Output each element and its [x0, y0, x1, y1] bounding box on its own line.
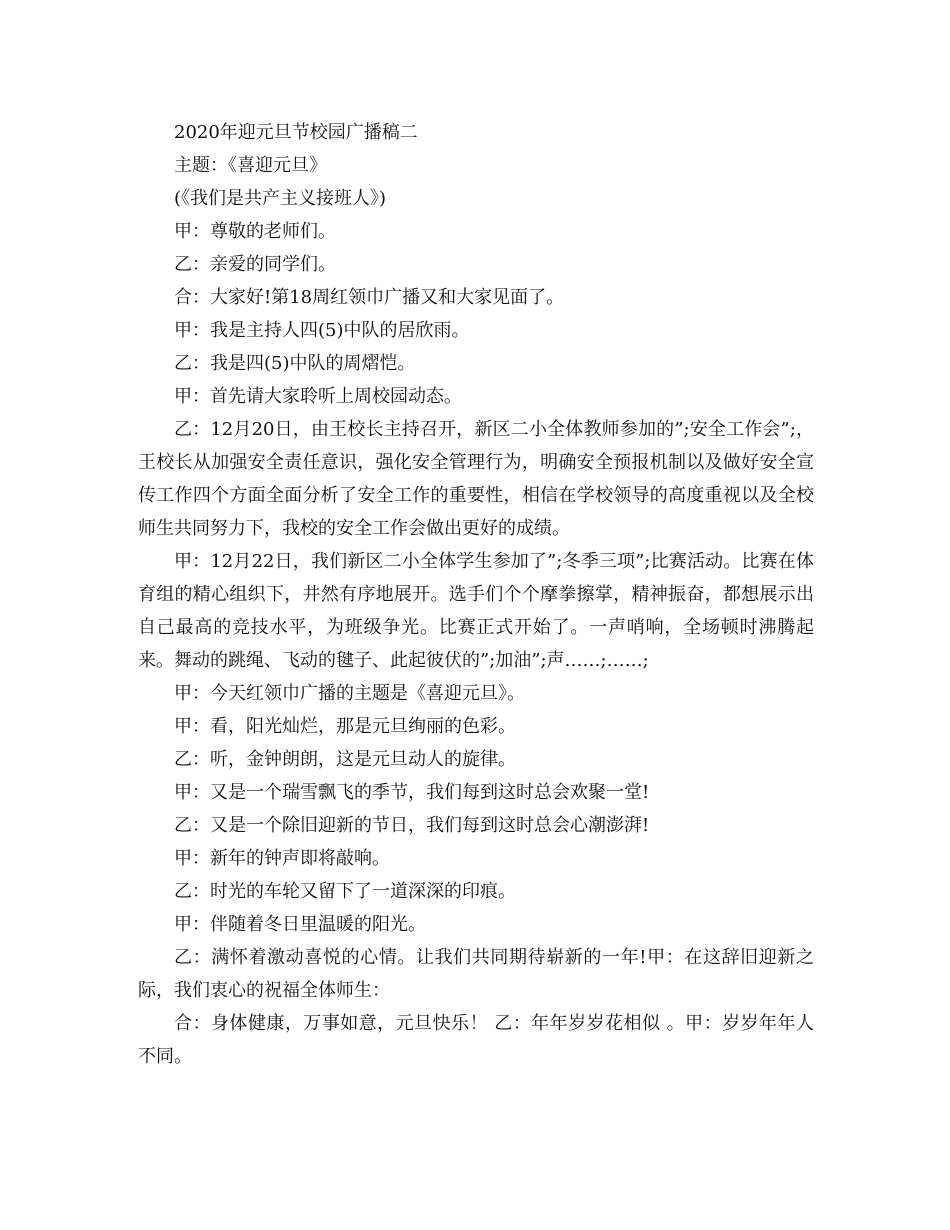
song-line: (《我们是共产主义接班人》) — [174, 188, 387, 209]
document-body — [138, 116, 814, 1073]
dialogue-line: 甲：又是一个瑞雪飘飞的季节，我们每到这时总会欢聚一堂! — [174, 782, 650, 803]
paragraph-closing: 合：身体健康，万事如意，元旦快乐！ 乙：年年岁岁花相似 。甲：岁岁年年人不同。 — [138, 1013, 814, 1067]
dialogue-line: 甲：看，阳光灿烂，那是元旦绚丽的色彩。 — [174, 716, 516, 737]
dialogue-line: 合：大家好!第18周红领巾广播又和大家见面了。 — [174, 287, 565, 308]
dialogue-line: 甲：尊敬的老师们。 — [174, 221, 336, 242]
paragraph-new-year-wish: 乙：满怀着激动喜悦的心情。让我们共同期待崭新的一年!甲：在这辞旧迎新之际，我们衷心的祝福全体师生： — [138, 947, 814, 1001]
paragraph-winter-games: 甲：12月22日，我们新区二小全体学生参加了”;冬季三项”;比赛活动。比赛在体育组的精心组织下，井然有序地展开。选手们个个摩拳擦掌，精神振奋，都想展示出自己最高的竞技水平，为班级争光。比赛正式开始了。一声哨响，全场顿时沸腾起来。舞动的跳绳、飞动的毽子、此起彼伏的”;加油”;声……;……; — [138, 551, 814, 671]
dialogue-line: 乙：听，金钟朗朗，这是元旦动人的旋律。 — [174, 749, 516, 770]
document-title: 2020年迎元旦节校园广播稿二 — [174, 122, 418, 143]
dialogue-line: 乙：时光的车轮又留下了一道深深的印痕。 — [174, 881, 516, 902]
dialogue-line: 甲：伴随着冬日里温暖的阳光。 — [174, 914, 426, 935]
dialogue-line: 甲：我是主持人四(5)中队的居欣雨。 — [174, 320, 470, 341]
dialogue-line: 甲：今天红领巾广播的主题是《喜迎元旦》。 — [174, 683, 525, 704]
paragraph-safety-meeting: 乙：12月20日，由王校长主持召开，新区二小全体教师参加的”;安全工作会”;，王校长从加强安全责任意识，强化安全管理行为，明确安全预报机制以及做好安全宣传工作四个方面全面分析了安全工作的重要性，相信在学校领导的高度重视以及全校师生共同努力下，我校的安全工作会做出更好的成绩。 — [138, 419, 814, 539]
dialogue-line: 乙：亲爱的同学们。 — [174, 254, 336, 275]
dialogue-line: 甲：首先请大家聆听上周校园动态。 — [174, 386, 462, 407]
dialogue-line: 甲：新年的钟声即将敲响。 — [174, 848, 390, 869]
theme-line: 主题：《喜迎元旦》 — [174, 155, 327, 176]
dialogue-line: 乙：又是一个除旧迎新的节日，我们每到这时总会心潮澎湃! — [174, 815, 650, 836]
dialogue-line: 乙：我是四(5)中队的周熠恺。 — [174, 353, 416, 374]
